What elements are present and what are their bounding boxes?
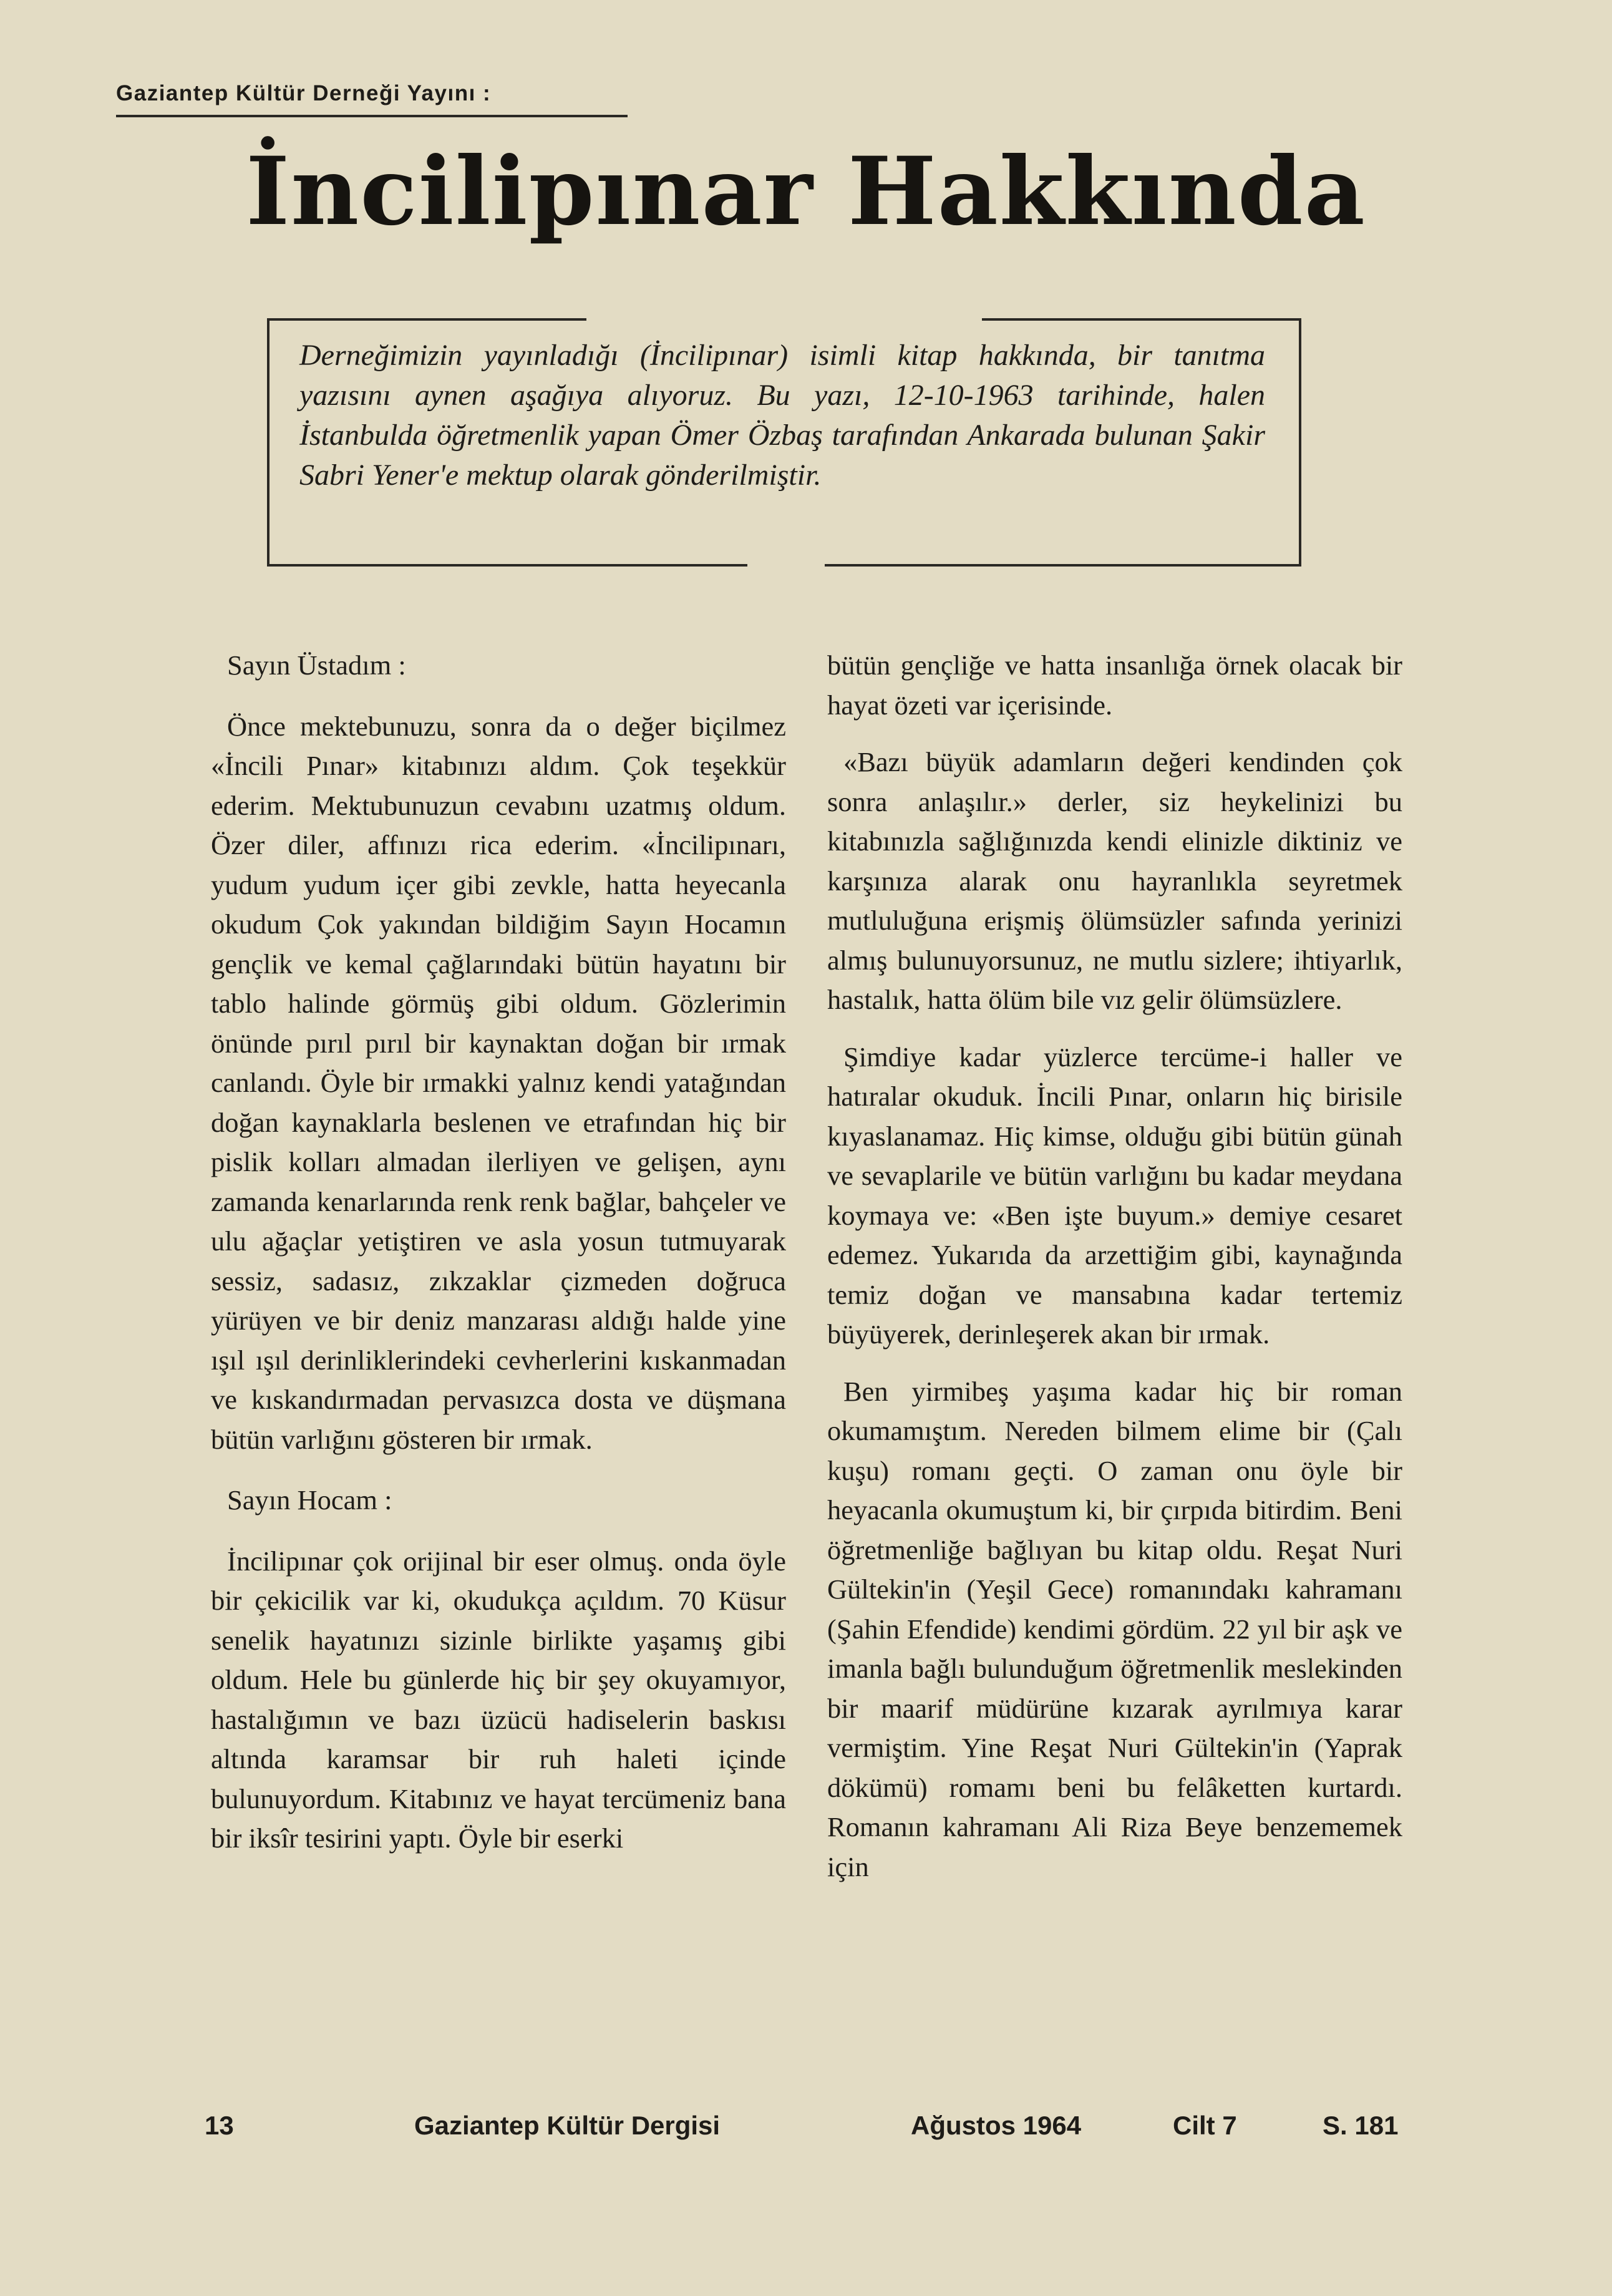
body-paragraph: İncilipınar çok orijinal bir eser olmuş. onda öyle bir çekicilik var ki, okudukça açıldım. 70 Küsur senelik hayatınızı sizinle birlikte yaşamış gibi oldum. Hele bu günlerde hiç bir şey okuyamıyor, hastalığımın ve bazı üzücü hadiselerin baskısı altında karamsar bir ruh haleti içinde bulunuyordum. Kitabınız ve hayat tercümeniz bana bir iksîr tesirini yaptı. Öyle bir eserki <box>211 1545 786 1854</box>
body-paragraph: Şimdiye kadar yüzlerce tercüme-i haller ve hatıralar okuduk. İncili Pınar, onların hiç birisile kıyaslanamaz. Hiç kimse, olduğu gibi bütün günah ve sevaplarile ve bütün varlığını bu kadar meydana koymaya ve: «Ben işte buyum.» demiye cesaret edemez. Yukarıda da arzettiğim gibi, kaynağında temiz doğan ve mansabına kadar tertemiz büyüyerek, derinleşerek akan bir ırmak. <box>827 1041 1402 1350</box>
intro-frame-top-right <box>982 318 1301 321</box>
text-column-right <box>827 646 1402 1887</box>
page-number: 13 <box>205 2111 234 2140</box>
body-paragraph: Ben yirmibeş yaşıma kadar hiç bir roman okumamıştım. Nereden bilmem elime bir (Çalı kuşu) romanı geçti. O zaman onu öyle bir heyacanla okumuştum ki, bir çırpıda bitirdim. Beni öğretmenliğe bağlıyan bu kitap oldu. Reşat Nuri Gültekin'in (Yeşil Gece) romanındakı kahramanı (Şahin Efendide) kendimi gördüm. 22 yıl bir aşk ve imanla bağlı bulunduğum öğretmenlik meslekinden bir maarif müdürüne kızarak ayrılmıya karar vermiştim. Yine Reşat Nuri Gültekin'in (Yaprak dökümü) romamı beni bu felâketten kurtardı. Romanın kahramanı Ali Riza Beye benzememek için <box>827 1375 1402 1882</box>
intro-frame-bottom-left <box>267 564 747 567</box>
salutation-hocam: Sayın Hocam : <box>227 1484 392 1515</box>
intro-frame-top-left <box>267 318 586 321</box>
intro-frame-bottom-right <box>825 564 1301 567</box>
intro-frame-right <box>1299 318 1301 567</box>
page-footer <box>0 2111 1612 2148</box>
journal-name: Gaziantep Kültür Dergisi <box>414 2111 721 2140</box>
intro-frame-left <box>267 318 269 567</box>
body-paragraph: bütün gençliğe ve hatta insanlığa örnek olacak bir hayat özeti var içerisinde. <box>827 649 1402 721</box>
body-paragraph: «Bazı büyük adamların değeri kendinden çok sonra anlaşılır.» derler, siz heykelinizi bu kitabınızla sağlığınızda kendi elinizle diktiniz ve karşınıza alarak onu hayranlıkla seyretmek mutluluğuna erişmiş ölümsüzler safında yerinizi almış bulunuyorsunuz, ne mutlu sizlere; ihtiyarlık, hastalık, hatta ölüm bile vız gelir ölümsüzlere. <box>827 746 1402 1015</box>
article-title: İncilipınar Hakkında <box>246 137 1366 246</box>
body-paragraph: Önce mektebunuzu, sonra da o değer biçilmez «İncili Pınar» kitabınızı aldım. Çok teşekkür ederim. Mektubunuzun cevabını uzatmış oldum. Özer diler, affınızı rica ederim. «İncilipınarı, yudum yudum içer gibi zevkle, hatta heyecanla okudum Çok yakından bildiğim Sayın Hocamın gençlik ve kemal çağlarındaki bütün hayatını bir tablo halinde görmüş gibi oldum. Gözlerimin önünde pırıl pırıl bir kaynaktan doğan bir ırmak canlandı. Öyle bir ırmakki yalnız kendi yatağından doğan kaynaklarla beslenen ve etrafından hiç bir pislik kolları almadan ilerliyen ve gelişen, aynı zamanda kenarlarında renk renk bağlar, bahçeler ve ulu ağaçlar yetiştiren ve asla yosun tutmuyarak sessiz, sadasız, zıkzaklar çizmeden doğruca yürüyen ve bir deniz manzarası aldığı halde yine ışıl ışıl derinliklerindeki cevherlerini kıskanmadan ve kıskandırmadan pervasızca dosta ve düşmana bütün varlığını gösteren bir ırmak. <box>211 710 786 1455</box>
text-column-left <box>211 646 786 1859</box>
intro-paragraph: Derneğimizin yayınladığı (İncilipınar) isimli kitap hakkında, bir tanıtma yazısını aynen aşağıya alıyoruz. Bu yazı, 12-10-1963 tarihinde, halen İstanbulda öğretmenlik yapan Ömer Özbaş tarafından Ankarada bulunan Şakir Sabri Yener'e mektup olarak gönderilmiştir. <box>299 339 1265 492</box>
volume-label: Cilt 7 <box>1173 2111 1237 2140</box>
issue-date: Ağustos 1964 <box>911 2111 1082 2140</box>
issue-number: S. 181 <box>1323 2111 1399 2140</box>
salutation-ustadim: Sayın Üstadım : <box>227 649 406 681</box>
series-header: Gaziantep Kültür Derneği Yayını : <box>116 81 628 117</box>
